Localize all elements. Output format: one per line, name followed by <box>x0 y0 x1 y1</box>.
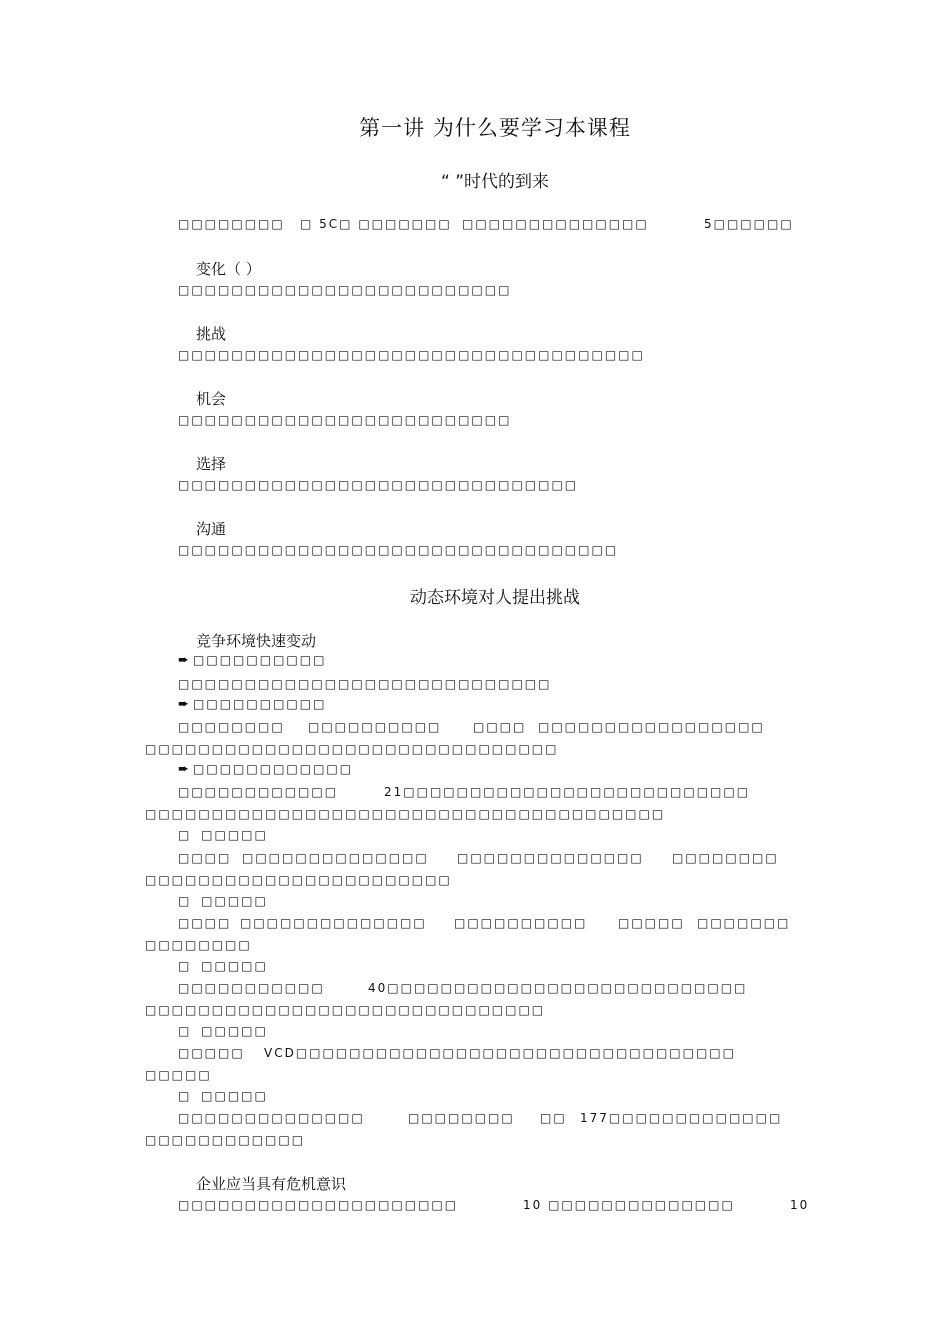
text-line: □□□□□□□□ <box>672 851 779 865</box>
heading-opportunity: 机会 <box>196 390 227 408</box>
text-line: 21□□□□□□□□□□□□□□□□□□□□□□□□□□ <box>384 785 751 799</box>
text-line: □□□□□□□□ <box>178 720 285 734</box>
square-item-label: □□□□□ <box>201 828 268 842</box>
intro-text-c: □□□□□□□□□□□□□□ <box>462 217 649 231</box>
text-line: □□□□□□□□□□□□□□ <box>240 916 427 930</box>
square-bullet-icon: □ <box>178 1024 190 1038</box>
subheading-competition: 竞争环境快速变动 <box>196 632 317 650</box>
arrow-right-icon: ➨ <box>178 653 189 668</box>
text-line: 40□□□□□□□□□□□□□□□□□□□□□□□□□□□ <box>368 981 748 995</box>
square-bullet-icon: □ <box>178 828 190 842</box>
square-bullet-icon: □ <box>178 959 190 973</box>
square-item-label: □□□□□ <box>201 1024 268 1038</box>
square-item-label: □□□□□ <box>201 959 268 973</box>
text-line: 177□□□□□□□□□□□□□ <box>580 1111 783 1125</box>
heading-change: 变化（ ） <box>196 260 261 278</box>
arrow-item-label: □□□□□□□□□□□□ <box>193 762 354 776</box>
paragraph-opportunity: □□□□□□□□□□□□□□□□□□□□□□□□□ <box>178 413 512 427</box>
square-item-4 <box>178 1024 268 1038</box>
arrow-item-2 <box>178 697 326 712</box>
text-line: VCD□□□□□□□□□□□□□□□□□□□□□□□□□□□□□□□□□ <box>264 1046 736 1060</box>
square-bullet-icon: □ <box>178 894 190 908</box>
arrow-item-label: □□□□□□□□□□ <box>193 653 327 667</box>
section-title-era: “ ”时代的到来 <box>440 172 550 192</box>
text-line: □□□□□□□□□□□□ <box>178 785 339 799</box>
intro-text-a: □□□□□□□□ <box>178 217 285 231</box>
text-line: □□□□□□□□□□□□ <box>145 1133 306 1147</box>
text-line: 10 □□□□□□□□□□□□□□ <box>523 1198 735 1212</box>
text-line: □□□□□□□□□□□□□□ <box>178 1111 365 1125</box>
heading-communication: 沟通 <box>196 520 227 538</box>
text-line: □□□□□□□□□□□□□□ <box>242 851 429 865</box>
arrow-right-icon: ➨ <box>178 762 189 777</box>
text-line: □□□□ <box>178 916 232 930</box>
text-line: □□ <box>540 1111 567 1125</box>
text-line: □□□□□ <box>178 1046 245 1060</box>
square-item-label: □□□□□ <box>201 894 268 908</box>
text-line: □□□□□□□□□□□□□□□□□□□□□□□□□□□□ <box>178 677 552 691</box>
arrow-item-1 <box>178 653 326 668</box>
paragraph-choice: □□□□□□□□□□□□□□□□□□□□□□□□□□□□□□ <box>178 478 579 492</box>
square-bullet-icon: □ <box>178 1089 190 1103</box>
paragraph-challenge: □□□□□□□□□□□□□□□□□□□□□□□□□□□□□□□□□□□ <box>178 348 645 362</box>
section-title-dynamic: 动态环境对人提出挑战 <box>410 588 580 608</box>
text-line: 10 <box>790 1198 810 1212</box>
text-line: □□□□□□□□□□□□□□ <box>457 851 644 865</box>
text-line: □□□□ <box>473 720 527 734</box>
arrow-item-3 <box>178 762 353 777</box>
arrow-item-label: □□□□□□□□□□ <box>193 697 327 711</box>
square-item-2 <box>178 894 268 908</box>
text-line: □□□□□□□□□□ <box>454 916 588 930</box>
text-line: □□□□□ <box>618 916 685 930</box>
text-line: □□□□□□□□□□□□□□□□□□□□□□□□□□□□□□ <box>145 1003 546 1017</box>
subheading-crisis: 企业应当具有危机意识 <box>196 1175 347 1193</box>
text-line: □□□□□□□□□□ <box>308 720 442 734</box>
heading-choice: 选择 <box>196 455 227 473</box>
square-item-5 <box>178 1089 268 1103</box>
paragraph-communication: □□□□□□□□□□□□□□□□□□□□□□□□□□□□□□□□□ <box>178 543 619 557</box>
intro-text-b: □ 5C□ □□□□□□□ <box>300 217 452 231</box>
square-item-label: □□□□□ <box>201 1089 268 1103</box>
text-line: □□□□ <box>178 851 232 865</box>
arrow-right-icon: ➨ <box>178 697 189 712</box>
paragraph-change: □□□□□□□□□□□□□□□□□□□□□□□□□ <box>178 283 512 297</box>
text-line: □□□□□□□□ <box>145 938 252 952</box>
text-line: □□□□□□□□□□□□□□□□□□□□□□□ <box>145 873 452 887</box>
text-line: □□□□□□□□□□□□□□□□□□□□□ <box>178 1198 459 1212</box>
text-line: □□□□□□□□□□□□□□□□□□□□□□□□□□□□□□□ <box>145 742 559 756</box>
square-item-3 <box>178 959 268 973</box>
text-line: □□□□□□□ <box>697 916 791 930</box>
text-line: □□□□□ <box>145 1068 212 1082</box>
text-line: □□□□□□□□□□□ <box>178 981 325 995</box>
text-line: □□□□□□□□ <box>408 1111 515 1125</box>
intro-text-d: 5□□□□□□ <box>704 217 794 231</box>
page-title: 第一讲 为什么要学习本课程 <box>359 116 631 140</box>
text-line: □□□□□□□□□□□□□□□□□□□□□□□□□□□□□□□□□□□□□□□ <box>145 807 666 821</box>
square-item-1 <box>178 828 268 842</box>
heading-challenge: 挑战 <box>196 325 227 343</box>
text-line: □□□□□□□□□□□□□□□□□ <box>538 720 765 734</box>
